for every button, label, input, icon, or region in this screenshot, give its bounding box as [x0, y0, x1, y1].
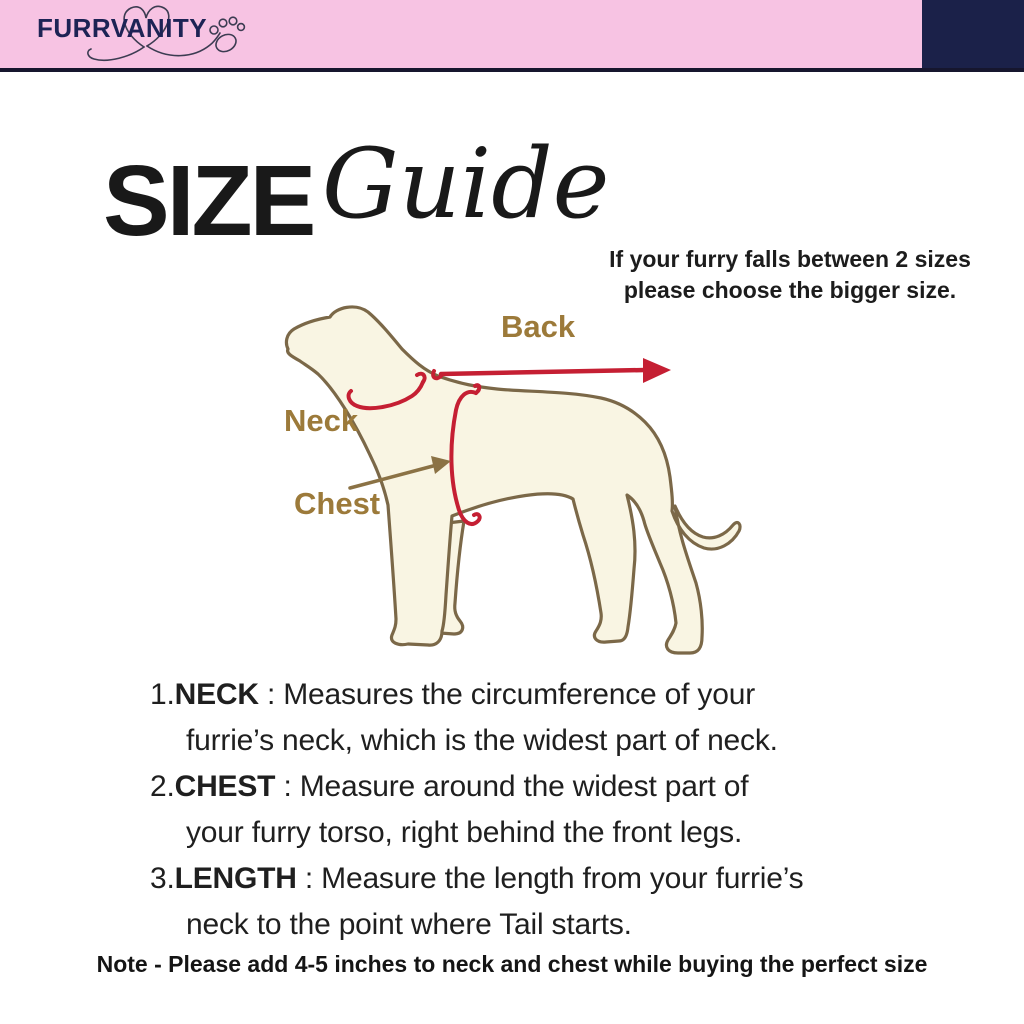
neck-label: Neck — [284, 403, 359, 438]
item-text-line2: your furry torso, right behind the front legs. — [186, 816, 743, 849]
item-separator: : — [296, 862, 322, 895]
item-text-line1: Measures the circumference of your — [283, 678, 755, 711]
item-number: 1. — [150, 678, 175, 711]
item-term: LENGTH — [174, 862, 297, 895]
item-separator: : — [275, 770, 300, 803]
brand-logo-text: FURRVANITY — [37, 13, 208, 43]
header-divider — [0, 68, 1024, 72]
page-title-guide: Guide — [322, 128, 610, 240]
back-label: Back — [501, 309, 576, 344]
note-text: Note - Please add 4-5 inches to neck and chest while buying the perfect size — [96, 951, 928, 977]
list-item — [150, 672, 803, 764]
page-title-size: SIZE — [103, 145, 314, 257]
brand-header — [0, 0, 1024, 68]
item-text-line1: Measure around the widest part of — [299, 770, 749, 803]
dog-body — [286, 307, 740, 653]
chest-label: Chest — [294, 486, 381, 521]
back-arrow-head — [643, 358, 671, 383]
item-number: 2. — [150, 770, 175, 803]
item-term: NECK — [174, 678, 259, 711]
item-text-line2: furrie’s neck, which is the widest part of neck. — [186, 724, 778, 757]
dog-illustration — [255, 297, 775, 667]
list-item — [150, 856, 803, 948]
item-separator: : — [258, 678, 284, 711]
item-text-line2: neck to the point where Tail starts. — [186, 908, 632, 941]
header-accent-block — [922, 0, 1024, 68]
item-term: CHEST — [174, 770, 276, 803]
measurement-instructions — [150, 672, 803, 948]
list-item — [150, 764, 803, 856]
item-number: 3. — [150, 862, 175, 895]
item-text-line1: Measure the length from your furrie’s — [321, 862, 804, 895]
size-tip-line1: If your furry falls between 2 sizes — [609, 246, 971, 272]
back-arrow-line — [441, 370, 645, 374]
size-tip-line2: please choose the bigger size. — [623, 277, 957, 303]
